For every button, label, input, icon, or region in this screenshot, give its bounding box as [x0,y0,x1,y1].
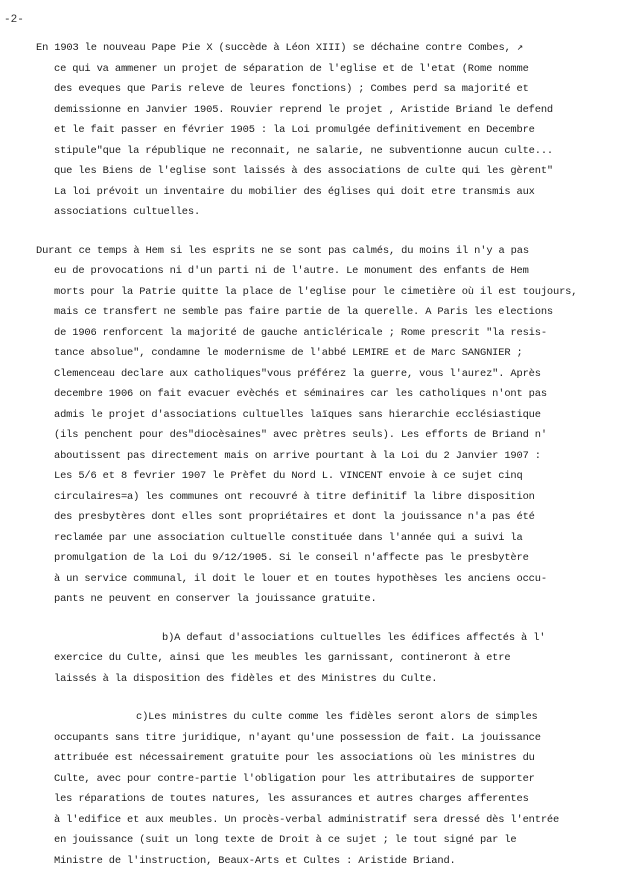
text-line: associations cultuelles. [54,206,201,218]
document-body [36,38,628,871]
text-line: à un service communal, il doit le louer et en toutes hypothèses les anciens occu- [54,572,547,585]
text-line: les réparations de toutes natures, les assurances et autres charges afferentes [54,793,529,805]
text-line: laissés à la disposition des fidèles et des Ministres du Culte. [54,672,438,685]
text-line: Les 5/6 et 8 fevrier 1907 le Prèfet du Nord L. VINCENT envoie à ce sujet cinq [54,470,523,482]
text-line: Ministre de l'instruction, Beaux-Arts et Cultes : Aristide Briand. [54,854,456,867]
text-line: circulaires=a) les communes ont recouvré à titre definitif la libre disposition [54,490,535,503]
text-line: de 1906 renforcent la majorité de gauche anticléricale ; Rome prescrit "la resis- [54,326,547,339]
text-line: Culte, avec pour contre-partie l'obligation pour les attributaires de supporter [54,772,535,785]
text-line: reclamée par une association cultuelle constituée dans l'année qui a suivi la [54,531,523,544]
text-line: eu de provocations ni d'un parti ni de l'autre. Le monument des enfants de Hem [54,265,529,277]
text-line: decembre 1906 on fait evacuer evèchés et séminaires car les catholiques n'ont pas [54,388,547,400]
text-line: exercice du Culte, ainsi que les meubles les garnissant, contineront à etre [54,652,511,664]
paragraph [36,707,628,871]
text-line: tance absolue", condamne le modernisme de l'abbé LEMIRE et de Marc SANGNIER ; [54,347,523,359]
text-line: attribuée est nécessairement gratuite pour les associations où les ministres du [54,752,535,764]
text-line: admis le projet d'associations cultuelles laïques sans hierarchie ecclésiastique [54,408,541,421]
text-line: demissionne en Janvier 1905. Rouvier reprend le projet , Aristide Briand le defend [54,103,554,116]
paragraph-gap [36,223,628,241]
text-line: des presbytères dont elles sont propriétaires et dont la jouissance n'a pas été [54,511,535,523]
text-line: à l'edifice et aux meubles. Un procès-verbal administratif sera dressé dès l'entrée [54,813,560,826]
text-line: b)A defaut d'associations cultuelles les édifices affectés à l' [162,631,546,644]
paragraph-gap [36,689,628,707]
text-line: (ils penchent pour des"diocèsaines" avec prètres seuls). Les efforts de Briand n' [54,429,547,441]
text-line: que les Biens de l'eglise sont laissés à des associations de culte qui les gèrent" [54,165,554,177]
text-line: stipule"que la république ne reconnait, ne salarie, ne subventionne aucun culte... [54,144,554,157]
text-line: morts pour la Patrie quitte la place de l'eglise pour le cimetière où il est toujours, [54,285,578,298]
text-line: ce qui va ammener un projet de séparation de l'eglise et de l'etat (Rome nomme [54,62,529,75]
text-line: La loi prévoit un inventaire du mobilier des églises qui doit etre transmis aux [54,185,535,198]
text-line: occupants sans titre juridique, n'ayant qu'une possession de fait. La jouissance [54,731,541,744]
text-line: mais ce transfert ne semble pas faire partie de la querelle. A Paris les elections [54,306,554,318]
page-number: -2- [4,14,24,26]
text-line: Durant ce temps à Hem si les esprits ne se sont pas calmés, du moins il n'y a pas [36,244,529,257]
text-line: aboutissent pas directement mais on arrive pourtant à la Loi du 2 Janvier 1907 : [54,449,541,462]
text-line: c)Les ministres du culte comme les fidèles seront alors de simples [136,711,538,723]
text-line: En 1903 le nouveau Pape Pie X (succède à Léon XIII) se déchaine contre Combes, ↗ [36,42,523,54]
text-line: en jouissance (suit un long texte de Droit à ce sujet ; le tout signé par le [54,834,517,846]
text-line: pants ne peuvent en conserver la jouissance gratuite. [54,593,377,605]
text-line: Clemenceau declare aux catholiques"vous préférez la guerre, vous l'aurez". Après [54,367,541,380]
text-line: promulgation de la Loi du 9/12/1905. Si le conseil n'affecte pas le presbytère [54,552,529,564]
paragraph-gap [36,610,628,628]
text-line: des eveques que Paris releve de leures fonctions) ; Combes perd sa majorité et [54,83,529,95]
paragraph [36,628,628,690]
paragraph [36,38,628,223]
text-line: et le fait passer en février 1905 : la Loi promulgée definitivement en Decembre [54,124,535,136]
paragraph [36,241,628,610]
